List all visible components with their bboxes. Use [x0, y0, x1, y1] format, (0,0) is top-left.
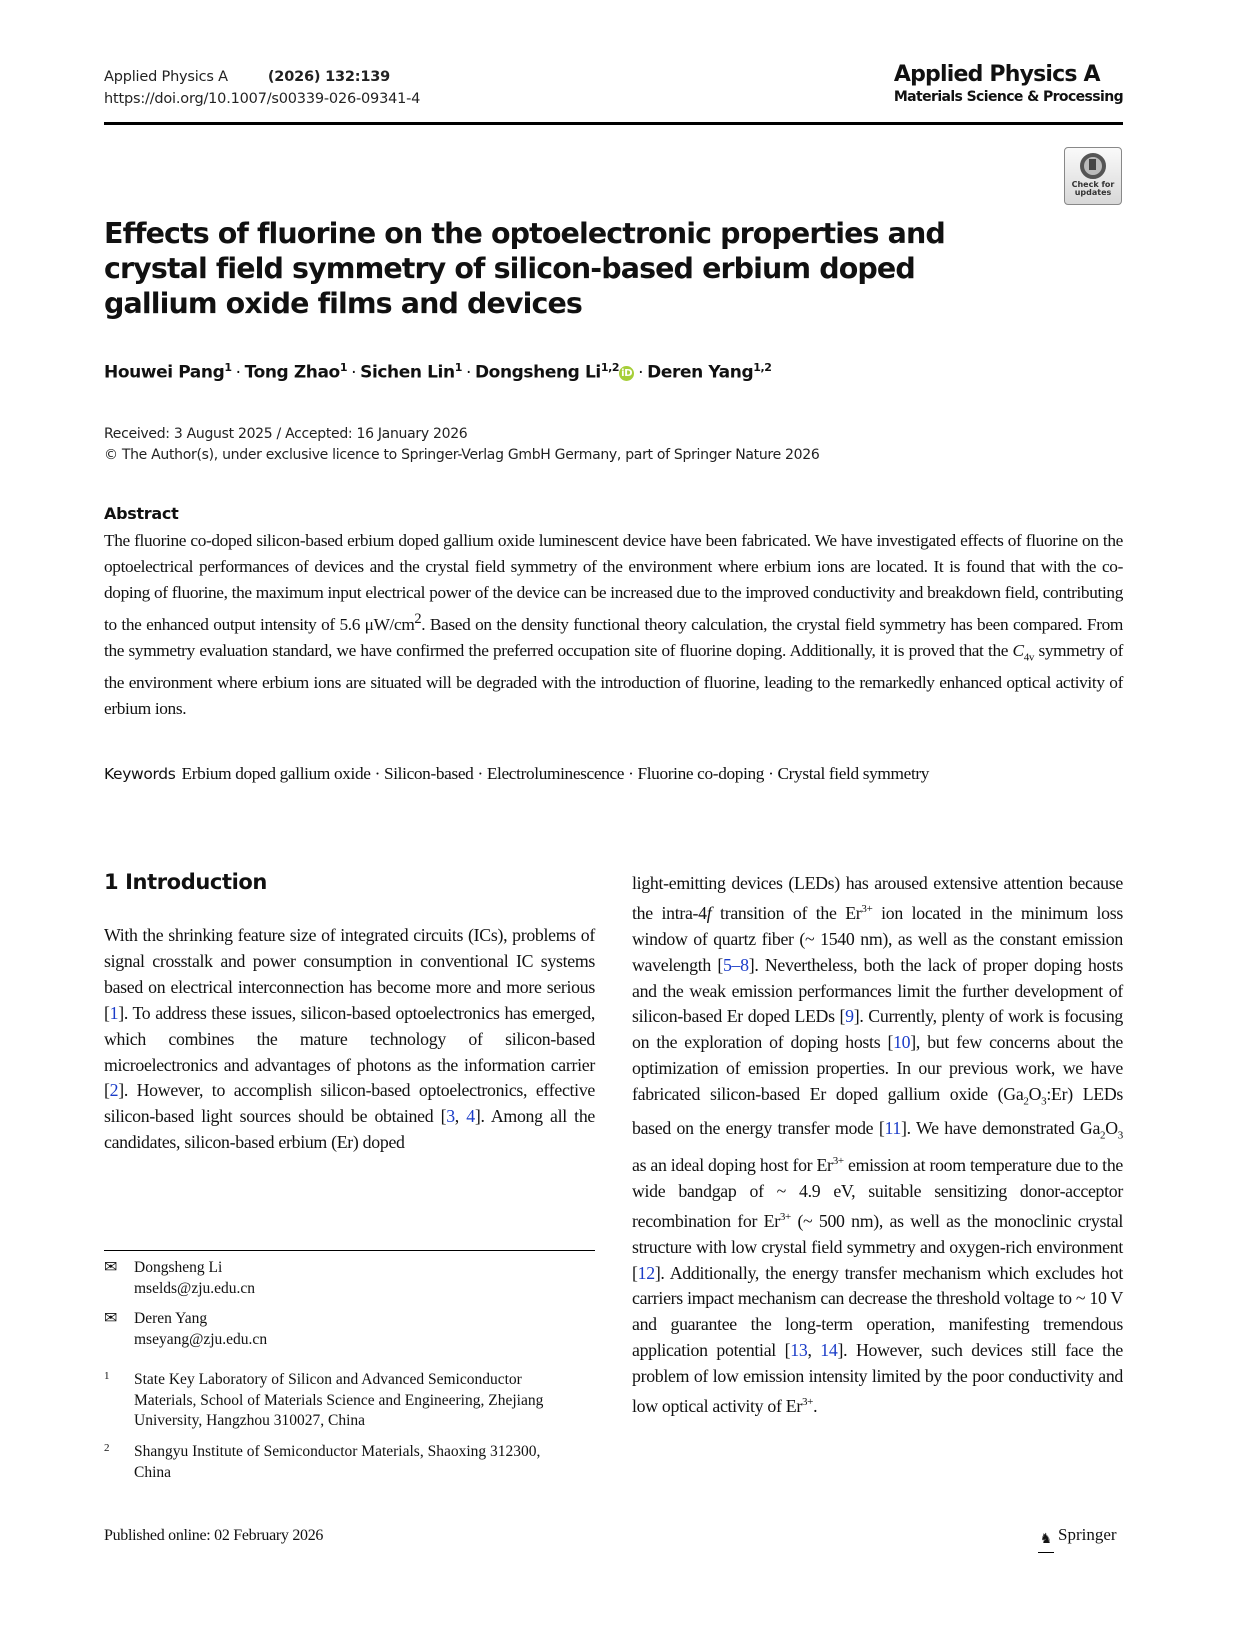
body-text: emission at room temperature due to the wide bandgap of ~ 4.9 eV, suitable sensitizing donor-acceptor recombination for Er	[632, 1155, 1123, 1231]
check-updates-label-2: updates	[1074, 188, 1112, 197]
citation-link[interactable]: 9	[845, 1006, 854, 1027]
corresponding-email[interactable]: mselds@zju.edu.cn	[134, 1279, 256, 1297]
doi-link[interactable]: https://doi.org/10.1007/s00339-026-09341-4	[104, 91, 421, 107]
citation-link[interactable]: 3	[446, 1106, 455, 1127]
citation-link[interactable]: 12	[637, 1262, 655, 1283]
superscript: 2	[414, 611, 422, 627]
abstract-text-part: . Based on the density functional theory calculation, the crystal field symmetry has been compared. From the symmetry evaluation standard, we have confirmed the preferred occupation site of fluorine doping. Additionally, it is proved that the	[104, 614, 1123, 660]
footnote-rule	[104, 1250, 595, 1251]
journal-name: Applied Physics A	[104, 69, 228, 85]
author-list	[104, 361, 772, 383]
crossmark-icon	[1080, 153, 1106, 179]
affiliation-number: 1	[104, 1370, 110, 1382]
keywords-list: Erbium doped gallium oxide · Silicon-based · Electroluminescence · Fluorine co-doping · Crystal field symmetry	[181, 764, 930, 783]
intro-left-column	[104, 923, 595, 1156]
published-online-date: Published online: 02 February 2026	[104, 1527, 324, 1544]
section-heading-introduction: 1 Introduction	[104, 870, 267, 894]
corresponding-author	[104, 1309, 595, 1350]
author-name[interactable]: Sichen Lin	[360, 362, 455, 383]
subscript: 2	[1023, 1095, 1029, 1108]
article-title: Effects of fluorine on the optoelectronic properties and crystal field symmetry of silicon-based erbium doped gallium oxide films and devices	[104, 217, 945, 320]
corresponding-email[interactable]: mseyang@zju.edu.cn	[134, 1330, 268, 1348]
citation-link[interactable]: 11	[884, 1117, 901, 1138]
body-text: ]. Among all the candidates, silicon-based erbium (Er) doped	[104, 1106, 596, 1153]
author-separator: ·	[638, 362, 644, 383]
author-affiliation: 1	[454, 361, 462, 374]
envelope-icon: ✉	[104, 1259, 118, 1276]
citation-link[interactable]: 13	[790, 1340, 808, 1361]
abstract-text	[104, 528, 1123, 722]
body-text: .	[813, 1396, 818, 1416]
citation-link[interactable]: 1	[109, 1002, 119, 1023]
author-name[interactable]: Dongsheng Li	[474, 362, 601, 383]
citation-link[interactable]: 4	[466, 1106, 475, 1127]
journal-logo	[894, 62, 1123, 106]
check-for-updates-button[interactable]	[1064, 147, 1122, 205]
keywords-label: Keywords	[104, 765, 176, 783]
citation-link[interactable]: 2	[109, 1080, 119, 1101]
author-affiliation: 1	[224, 361, 232, 374]
corresponding-name: Dongsheng Li	[134, 1259, 223, 1276]
citation-link[interactable]: 10	[893, 1032, 911, 1053]
author-affiliation: 1	[339, 361, 348, 374]
symmetry-symbol: C	[1012, 640, 1024, 660]
superscript: 3+	[801, 1396, 814, 1409]
check-updates-label-1: Check for	[1071, 180, 1115, 189]
author-separator: ·	[235, 362, 241, 383]
body-text: ,	[454, 1106, 467, 1127]
corresponding-author	[104, 1258, 595, 1299]
body-text: light-emitting devices (LEDs) has aroused extensive attention because the intra-4	[632, 873, 1123, 923]
subscript: 4v	[1023, 651, 1035, 664]
corresponding-name: Deren Yang	[134, 1310, 208, 1327]
affiliation	[104, 1370, 564, 1432]
abstract-text-part: The fluorine co-doped silicon-based erbium doped gallium oxide luminescent device have been fabricated. We have investigated effects of fluorine on the optoelectrical performances of devices and the crystal field symmetry of the environment where erbium ions are located. It is found that with the co-doping of fluorine, the maximum input electrical power of the device can be increased due to the improved conductivity and breakdown field, contributing to the enhanced output intensity of 5.6 μW/cm	[104, 531, 1123, 634]
subscript: 2	[1100, 1129, 1106, 1142]
header-rule	[104, 122, 1123, 125]
subscript: 3	[1041, 1095, 1047, 1108]
body-text: ], but few concerns about the optimization of emission properties. In our previous work, we have fabricated silicon-based Er doped gallium oxide (Ga	[632, 1032, 1124, 1105]
body-text: as an ideal doping host for Er	[632, 1155, 833, 1175]
superscript: 3+	[861, 902, 873, 915]
body-text: ion located in the minimum loss window of quartz fiber (~ 1540 nm), as well as the constant emission wavelength [	[632, 902, 1123, 975]
body-text: :Er) LEDs based on the energy transfer mode [	[632, 1084, 1123, 1138]
author-separator: ·	[465, 362, 471, 383]
affiliation-number: 2	[104, 1442, 110, 1454]
body-text: O	[1105, 1117, 1118, 1138]
springer-horse-icon: ♞	[1038, 1532, 1054, 1553]
body-text: ]. However, such devices still face the problem of low emission intensity limited by the poor conductivity and low optical activity of Er	[632, 1340, 1123, 1416]
superscript: 3+	[779, 1210, 791, 1223]
body-text: (~ 500 nm), as well as the monoclinic crystal structure with low crystal field symmetry and oxygen-rich environment [	[632, 1210, 1123, 1283]
copyright-notice: © The Author(s), under exclusive licence to Springer-Verlag GmbH Germany, part of Springer Nature 2026	[104, 447, 820, 463]
body-text: ]. However, to accomplish silicon-based optoelectronics, effective silicon-based light sources should be obtained [	[104, 1080, 595, 1127]
publisher-logo	[1038, 1525, 1117, 1553]
keywords	[104, 761, 1123, 787]
running-header	[104, 66, 420, 110]
intro-right-column	[632, 871, 1123, 1420]
affiliation-text: State Key Laboratory of Silicon and Advanced Semiconductor Materials, School of Materials Science and Engineering, Zhejiang University, Hangzhou 310027, China	[134, 1371, 544, 1429]
citation-link[interactable]: 14	[820, 1340, 838, 1361]
affiliation	[104, 1442, 564, 1483]
affiliation-text: Shangyu Institute of Semiconductor Materials, Shaoxing 312300, China	[134, 1443, 541, 1481]
journal-logo-subtitle: Materials Science & Processing	[893, 89, 1123, 105]
subscript: 3	[1117, 1129, 1123, 1142]
received-accepted-dates: Received: 3 August 2025 / Accepted: 16 January 2026	[104, 426, 468, 442]
superscript: 3+	[832, 1155, 844, 1168]
article-history	[104, 424, 819, 466]
citation-ref: (2026) 132:139	[267, 69, 391, 85]
body-text: transition of the Er	[711, 902, 862, 923]
body-text: ]. Additionally, the energy transfer mechanism which excludes hot carriers impact mechanism can decrease the threshold voltage to ~ 10 V and guarantee the long-term operation, manifesting tremendous application potential [	[632, 1262, 1123, 1361]
body-text: With the shrinking feature size of integrated circuits (ICs), problems of signal crosstalk and power consumption in conventional IC systems based on electrical interconnection has become more and more serious [	[104, 925, 595, 1023]
author-affiliation: 1,2	[753, 361, 772, 374]
body-text: ,	[807, 1340, 821, 1361]
author-name[interactable]: Houwei Pang	[104, 362, 225, 383]
author-name[interactable]: Deren Yang	[647, 362, 754, 383]
body-text: ]. We have demonstrated Ga	[901, 1117, 1101, 1138]
body-text: ]. To address these issues, silicon-based optoelectronics has emerged, which combines the mature technology of silicon-based microelectronics and advantages of photons as the information carrier [	[104, 1002, 595, 1101]
orcid-icon[interactable]: iD	[619, 366, 634, 381]
body-text: ]. Nevertheless, both the lack of proper doping hosts and the weak emission performances limit the further development of silicon-based Er doped LEDs [	[632, 954, 1123, 1027]
author-separator: ·	[351, 362, 357, 383]
abstract-text-part: symmetry of the environment where erbium ions are situated will be degraded with the introduction of fluorine, leading to the remarkedly enhanced optical activity of erbium ions.	[104, 640, 1123, 719]
publisher-name: Springer	[1058, 1525, 1117, 1544]
journal-logo-title: Applied Physics A	[893, 62, 1100, 87]
body-text: O	[1028, 1084, 1042, 1105]
author-affiliation: 1,2	[600, 361, 620, 374]
author-name[interactable]: Tong Zhao	[244, 362, 340, 383]
italic-symbol: f	[706, 902, 712, 923]
abstract-heading: Abstract	[104, 504, 179, 523]
envelope-icon: ✉	[104, 1310, 118, 1327]
body-text: ]. Currently, plenty of work is focusing on the exploration of doping hosts [	[632, 1006, 1123, 1053]
citation-link[interactable]: 5–8	[722, 954, 749, 975]
